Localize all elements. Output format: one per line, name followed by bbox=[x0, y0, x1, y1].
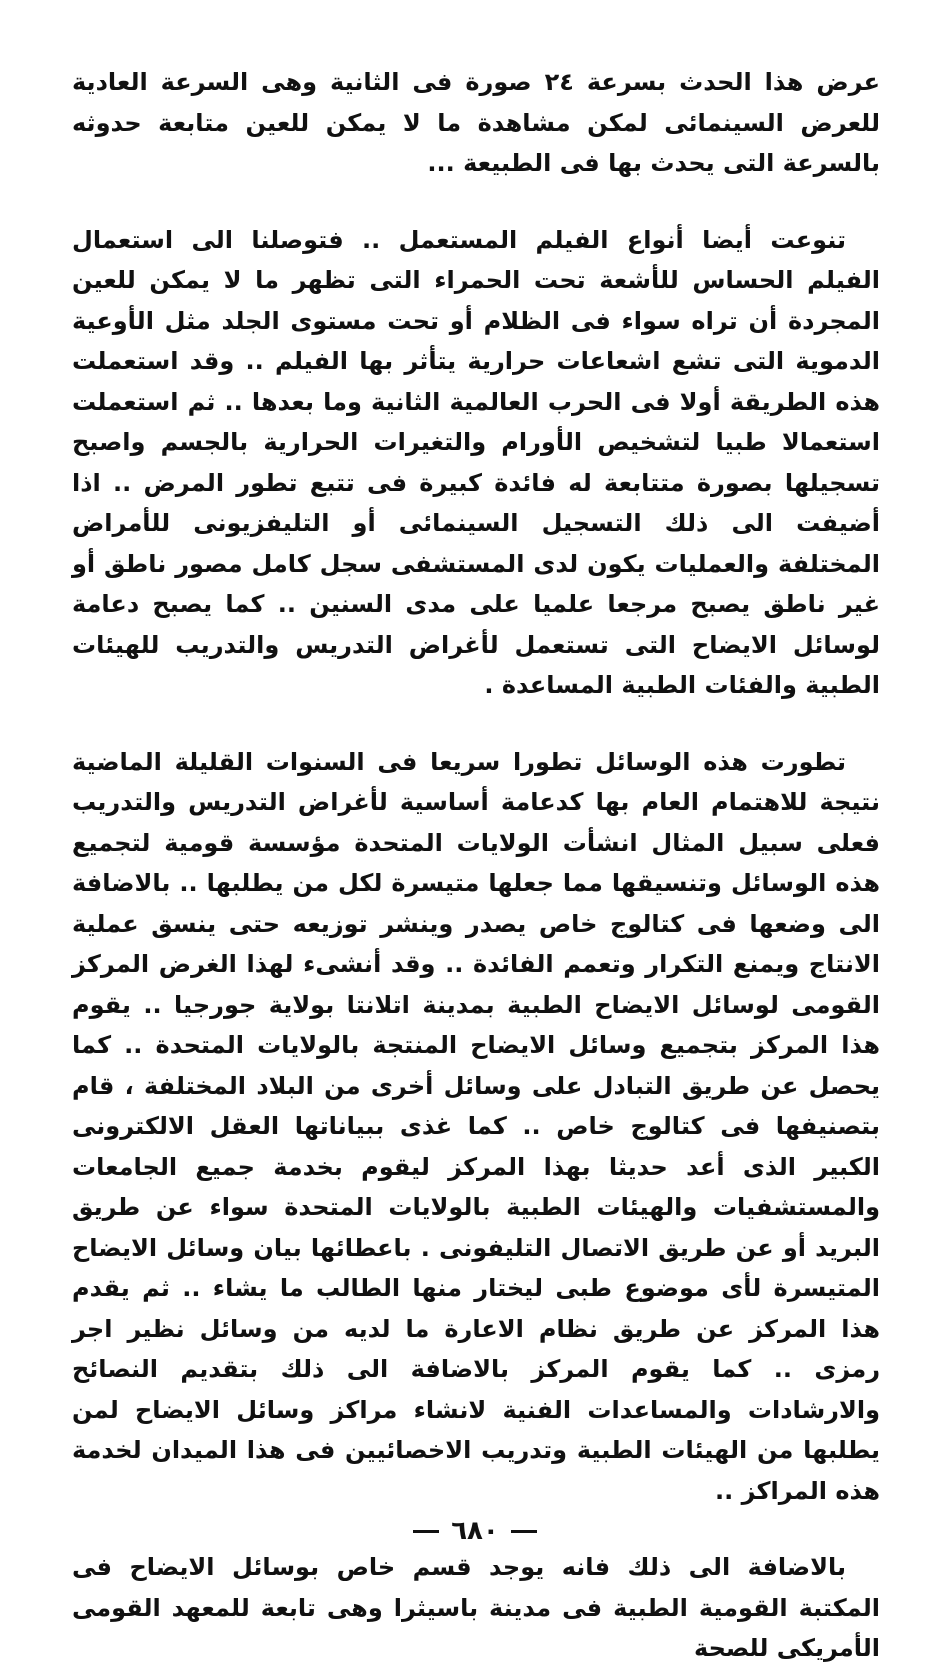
paragraph-3-bold-segment: مؤسسة قومية لتجميع هذه الوسائل وتنسيقها bbox=[72, 828, 880, 897]
paragraph-3-segment: فى هذا الميدان لخدمة هذه المراكز .. bbox=[72, 1436, 880, 1505]
paragraph-2: تنوعت أيضا أنواع الفيلم المستعمل .. فتوصلنا الى استعمال الفيلم الحساس للأشعة تحت الحمراء التى تظهر ما لا يمكن للعين المجردة أن تراه سواء فى الظلام أو تحت مستوى الجلد مثل الأوعية الدموية التى تشع اشعاعات حرارية يتأثر بها الفيلم .. وقد استعملت هذه الطريقة أولا فى الحرب العالمية الثانية وما بعدها .. ثم استعملت استعمالا طبيا لتشخيص الأورام والتغيرات الحرارية بالجسم واصبح تسجيلها بصورة متتابعة له فائدة كبيرة فى تتبع تطور المرض .. اذا أضيفت الى ذلك التسجيل السينمائى أو التليفزيونى للأمراض المختلفة والعمليات يكون لدى المستشفى سجل كامل مصور ناطق أو غير ناطق يصبح مرجعا علميا على مدى السنين .. كما يصبح دعامة لوسائل الايضاح التى تستعمل لأغراض التدريس والتدريب للهيئات الطبية والفئات الطبية المساعدة . bbox=[72, 225, 880, 699]
paragraph-3-segment: .. يقوم هذا المركز بتجميع وسائل الايضاح المنتجة بالولايات المتحدة .. كما يحصل عن طريق التبادل على وسائل أخرى من البلاد المختلفة ، قام بتصنيفها فى كتالوج خاص .. كما غذى ببياناتها العقل الالكترونى الكبير الذى أعد حديثا بهذا المركز ليقوم بخدمة جميع الجامعات والمستشفيات والهيئات الطبية بالولايات المتحدة سواء عن طريق البريد أو عن طريق الاتصال التليفونى . باعطائها بيان وسائل الايضاح المتيسرة لأى موضوع طبى ليختار منها الطالب ما يشاء .. ثم يقدم هذا المركز عن bbox=[72, 990, 881, 1343]
paragraph-3-bold-segment: طريق نظام الاعارة ما لديه من وسائل نظير اجر رمزى bbox=[72, 1314, 881, 1383]
paragraph-3-segment: مما جعلها متيسرة لكل من يطلبها .. بالاضافة الى وضعها فى bbox=[72, 869, 881, 938]
paragraph-4-bold-segment: قسم خاص بوسائل الايضاح فى المكتبة القومية الطبية فى مدينة باسيثرا وهى تابعة للمعهد القومى الأمريكى للصحة bbox=[72, 1553, 880, 1662]
paragraph-3-bold-segment: وتدريب الاخصائيين bbox=[345, 1436, 568, 1464]
document-page bbox=[72, 62, 880, 1669]
paragraph-3-bold-segment: كتالوج خاص يصدر وينشر توزيعه حتى ينسق عملية الانتاج bbox=[72, 909, 881, 978]
paragraph-3-segment: لمن يطلبها من الهيئات الطبية bbox=[72, 1395, 880, 1464]
paragraph-3-bold-segment: بتقديم النصائح والارشادات والمساعدات الفنية لانشاء مراكز وسائل الايضاح bbox=[72, 1355, 880, 1424]
page-number-dash-left bbox=[413, 1530, 439, 1533]
paragraph-3 bbox=[72, 742, 880, 1512]
page-number-value: ٦٨٠ bbox=[451, 1516, 499, 1546]
paragraph-4 bbox=[72, 1547, 880, 1669]
page-number-dash-right bbox=[511, 1530, 537, 1533]
paragraph-1: عرض هذا الحدث بسرعة ٢٤ صورة فى الثانية وهى السرعة العادية للعرض السينمائى لمكن مشاهدة ما لا يمكن للعين متابعة حدوثه بالسرعة التى يحدث بها فى الطبيعة ... bbox=[72, 68, 880, 177]
paragraph-3-segment: تطورت هذه الوسائل تطورا سريعا فى السنوات القليلة الماضية نتيجة للاهتمام العام بها كدعامة أساسية لأغراض التدريس والتدريب فعلى سبيل المثال انشأت الولايات المتحدة bbox=[72, 747, 880, 857]
paragraph-3-bold-segment: الغرض المركز القومى لوسائل الايضاح الطبية بمدينة اتلانتا بولاية جورجيا bbox=[72, 950, 880, 1019]
paragraph-3-segment: .. كما يقوم المركز بالاضافة الى ذلك bbox=[258, 1355, 815, 1383]
page-number bbox=[0, 1516, 950, 1546]
paragraph-3-segment: ويمنع التكرار وتعمم الفائدة .. وقد أنشىء لهذا bbox=[236, 950, 809, 978]
paragraph-4-segment: بالاضافة الى ذلك فانه يوجد bbox=[471, 1553, 847, 1581]
